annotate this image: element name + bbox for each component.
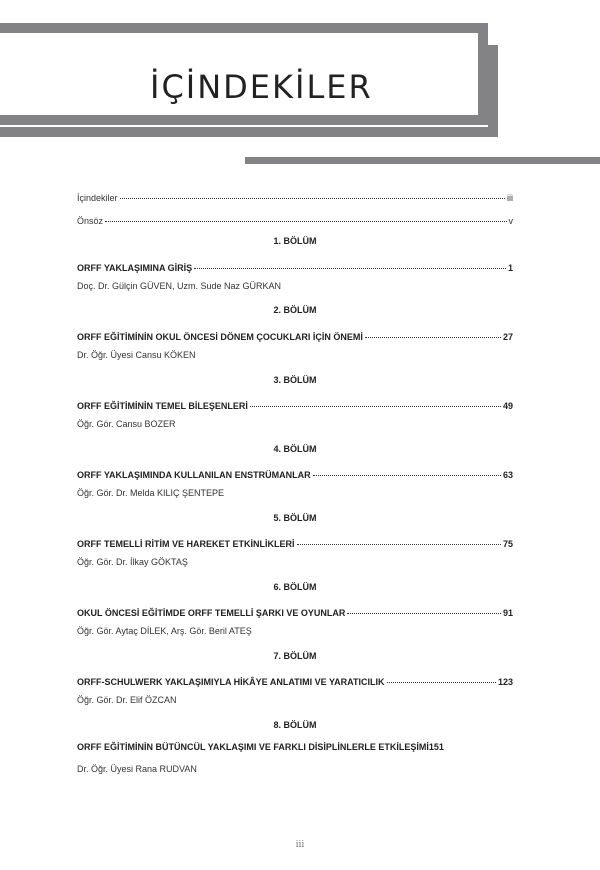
leader-dots [347,602,501,614]
chapter-authors: Doç. Dr. Gülçin GÜVEN, Uzm. Sude Naz GÜRKAN [77,281,282,291]
leader-dots [297,533,501,545]
toc-entry-title: Önsöz [77,216,104,226]
toc-entry-chapter[interactable] [77,259,513,273]
toc-entry-title: İçindekiler [77,193,118,203]
leader-dots [105,210,506,222]
toc-entry-page: 75 [502,539,513,549]
toc-entry-page: 151 [428,742,444,752]
toc-entry-page: 91 [502,608,513,618]
toc-entry-front-matter[interactable] [77,212,513,226]
toc-entry-chapter[interactable] [77,673,513,687]
chapter-label: 7. BÖLÜM [273,651,317,661]
decorative-rule [245,157,600,164]
toc-entry-chapter[interactable] [77,535,513,549]
toc-entry-page: iii [507,193,513,203]
toc-entry-title: ORFF-SCHULWERK YAKLAŞIMIYLA HİKÂYE ANLATIMI VE YARATICILIK [77,677,385,687]
toc-entry-title: OKUL ÖNCESİ EĞİTİMDE ORFF TEMELLİ ŞARKI VE OYUNLAR [77,608,346,618]
leader-dots [120,187,505,199]
chapter-authors: Dr. Öğr. Üyesi Cansu KÖKEN [77,350,196,360]
toc-entry-title: ORFF EĞİTİMİNİN BÜTÜNCÜL YAKLAŞIMI VE FARKLI DİSİPLİNLERLE ETKİLEŞİMİ [77,742,429,752]
chapter-label: 8. BÖLÜM [273,720,317,730]
toc-entry-title: ORFF YAKLAŞIMINDA KULLANILAN ENSTRÜMANLAR [77,470,311,480]
chapter-label: 6. BÖLÜM [273,582,317,592]
chapter-authors: Öğr. Gör. Dr. Melda KILIÇ ŞENTEPE [77,488,225,498]
chapter-label: 5. BÖLÜM [273,513,317,523]
toc-entry-title: ORFF TEMELLİ RİTİM VE HAREKET ETKİNLİKLERİ [77,539,295,549]
chapter-label: 4. BÖLÜM [273,444,317,454]
toc-entry-front-matter[interactable] [77,189,513,203]
chapter-authors: Öğr. Gör. Cansu BOZER [77,419,176,429]
chapter-label: 3. BÖLÜM [273,375,317,385]
toc-entry-page: 63 [502,470,513,480]
leader-dots [365,326,501,338]
toc-entry-title: ORFF YAKLAŞIMINA GİRİŞ [77,263,193,273]
title-frame-shadow [488,45,498,137]
toc-entry-page: 27 [502,332,513,342]
chapter-authors: Öğr. Gör. Dr. Elif ÖZCAN [77,695,177,705]
toc-entry-title: ORFF EĞİTİMİNİN TEMEL BİLEŞENLERİ [77,401,248,411]
toc-entry-chapter[interactable] [77,466,513,480]
toc-entry-chapter[interactable] [77,397,513,411]
chapter-label: 2. BÖLÜM [273,305,317,315]
toc-entry-title: ORFF EĞİTİMİNİN OKUL ÖNCESİ DÖNEM ÇOCUKLARI İÇİN ÖNEMİ [77,332,363,342]
title-frame-shadow [0,127,498,137]
toc-entry-page: 123 [497,677,513,687]
page-title: İÇİNDEKİLER [150,68,373,106]
toc-entry-chapter[interactable] [77,604,513,618]
leader-dots [387,671,496,683]
toc-entry-chapter[interactable] [77,742,513,752]
page-number: iii [295,840,305,850]
leader-dots [250,395,501,407]
chapter-authors: Öğr. Gör. Aytaç DİLEK, Arş. Gör. Beril ATEŞ [77,626,252,636]
leader-dots [194,257,506,269]
chapter-authors: Dr. Öğr. Üyesi Rana RUDVAN [77,764,197,774]
toc-entry-page: 49 [502,401,513,411]
leader-dots [313,464,501,476]
toc-entry-page: v [508,216,513,226]
chapter-label: 1. BÖLÜM [273,236,317,246]
toc-entry-chapter[interactable] [77,328,513,342]
toc-entry-page: 1 [507,263,513,273]
chapter-authors: Öğr. Gör. Dr. İlkay GÖKTAŞ [77,557,188,567]
